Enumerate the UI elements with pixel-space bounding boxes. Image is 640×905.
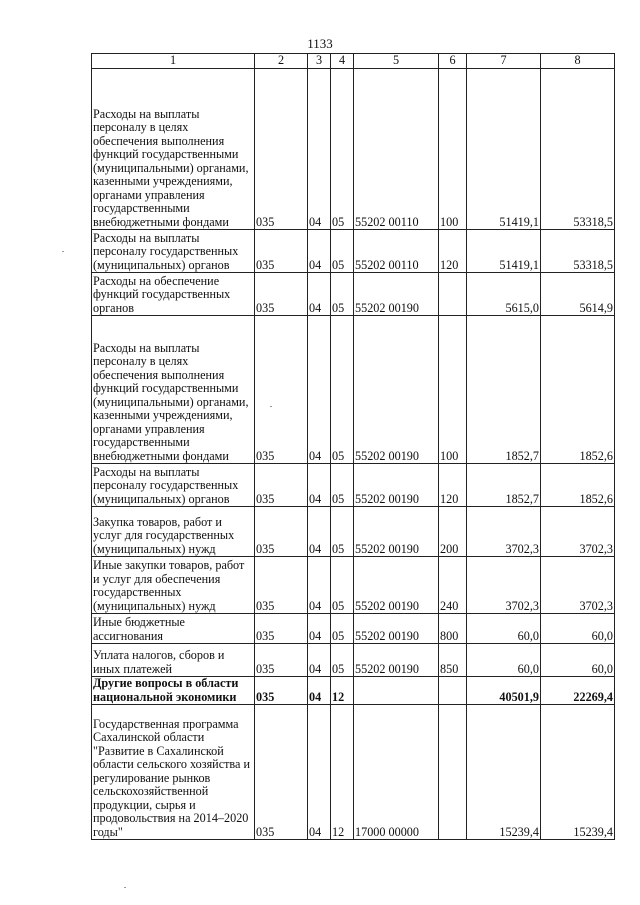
amount-year2-cell: 15239,4 — [541, 705, 615, 840]
expense-type-cell: 850 — [439, 644, 467, 677]
amount-year1-cell: 1852,7 — [467, 316, 541, 464]
table-row — [92, 705, 615, 840]
table-row — [92, 557, 615, 614]
chapter-code-cell: 04 — [308, 273, 331, 316]
column-header-5: 5 — [354, 54, 439, 69]
amount-year2-cell: 3702,3 — [541, 557, 615, 614]
section-code-cell: 035 — [255, 273, 308, 316]
section-code-cell: 035 — [255, 464, 308, 507]
table-row — [92, 507, 615, 557]
chapter-code-cell: 04 — [308, 557, 331, 614]
page-number: 1133 — [307, 36, 333, 51]
amount-year2-cell: 1852,6 — [541, 464, 615, 507]
target-article-cell: 55202 00110 — [354, 230, 439, 273]
subchapter-code-cell: 05 — [331, 614, 354, 644]
amount-year2-cell: 22269,4 — [541, 677, 615, 705]
scan-speck — [270, 406, 272, 407]
column-header-7: 7 — [467, 54, 541, 69]
row-name-cell: Другие вопросы в области национальной экономики — [92, 677, 255, 705]
subchapter-code-cell: 05 — [331, 644, 354, 677]
section-code-cell: 035 — [255, 507, 308, 557]
expense-type-cell — [439, 705, 467, 840]
amount-year2-cell: 53318,5 — [541, 230, 615, 273]
section-code-cell: 035 — [255, 677, 308, 705]
amount-year2-cell: 53318,5 — [541, 69, 615, 230]
column-header-3: 3 — [308, 54, 331, 69]
amount-year1-cell: 3702,3 — [467, 507, 541, 557]
amount-year2-cell: 60,0 — [541, 614, 615, 644]
column-header-8: 8 — [541, 54, 615, 69]
subchapter-code-cell: 05 — [331, 230, 354, 273]
expense-type-cell — [439, 273, 467, 316]
subchapter-code-cell: 05 — [331, 557, 354, 614]
target-article-cell: 55202 00190 — [354, 316, 439, 464]
expense-type-cell: 100 — [439, 69, 467, 230]
amount-year1-cell: 40501,9 — [467, 677, 541, 705]
row-name-cell: Уплата налогов, сборов и иных платежей — [92, 644, 255, 677]
column-header-4: 4 — [331, 54, 354, 69]
section-code-cell: 035 — [255, 644, 308, 677]
table-row — [92, 230, 615, 273]
table-row — [92, 273, 615, 316]
table-row — [92, 614, 615, 644]
expense-type-cell — [439, 677, 467, 705]
amount-year1-cell: 60,0 — [467, 644, 541, 677]
chapter-code-cell: 04 — [308, 677, 331, 705]
target-article-cell — [354, 677, 439, 705]
row-name-cell: Расходы на выплаты персоналу государственных (муниципальных) органов — [92, 464, 255, 507]
expense-type-cell: 100 — [439, 316, 467, 464]
budget-table — [91, 53, 615, 840]
column-number-header-row — [92, 54, 615, 69]
chapter-code-cell: 04 — [308, 464, 331, 507]
subchapter-code-cell: 05 — [331, 69, 354, 230]
chapter-code-cell: 04 — [308, 614, 331, 644]
chapter-code-cell: 04 — [308, 316, 331, 464]
target-article-cell: 55202 00190 — [354, 507, 439, 557]
subchapter-code-cell: 12 — [331, 705, 354, 840]
amount-year2-cell: 5614,9 — [541, 273, 615, 316]
target-article-cell: 55202 00110 — [354, 69, 439, 230]
expense-type-cell: 800 — [439, 614, 467, 644]
subchapter-code-cell: 05 — [331, 507, 354, 557]
amount-year1-cell: 15239,4 — [467, 705, 541, 840]
subchapter-code-cell: 05 — [331, 316, 354, 464]
scan-speck — [124, 887, 126, 888]
target-article-cell: 55202 00190 — [354, 614, 439, 644]
chapter-code-cell: 04 — [308, 230, 331, 273]
scan-speck — [62, 251, 64, 252]
column-header-2: 2 — [255, 54, 308, 69]
section-code-cell: 035 — [255, 316, 308, 464]
chapter-code-cell: 04 — [308, 705, 331, 840]
table-row — [92, 69, 615, 230]
row-name-cell: Закупка товаров, работ и услуг для государственных (муниципальных) нужд — [92, 507, 255, 557]
target-article-cell: 55202 00190 — [354, 273, 439, 316]
target-article-cell: 55202 00190 — [354, 464, 439, 507]
amount-year1-cell: 51419,1 — [467, 230, 541, 273]
row-name-cell: Расходы на обеспечение функций государственных органов — [92, 273, 255, 316]
chapter-code-cell: 04 — [308, 507, 331, 557]
row-name-cell: Иные закупки товаров, работ и услуг для обеспечения государственных (муниципальных) нужд — [92, 557, 255, 614]
target-article-cell: 55202 00190 — [354, 557, 439, 614]
row-name-cell: Расходы на выплаты персоналу государственных (муниципальных) органов — [92, 230, 255, 273]
expense-type-cell: 200 — [439, 507, 467, 557]
target-article-cell: 55202 00190 — [354, 644, 439, 677]
table-row — [92, 677, 615, 705]
row-name-cell: Расходы на выплаты персоналу в целях обеспечения выполнения функций государственными (муниципальными) органами, казенными учреждениями, органами управления государственными внебюджетными фондами — [92, 69, 255, 230]
section-code-cell: 035 — [255, 705, 308, 840]
target-article-cell: 17000 00000 — [354, 705, 439, 840]
amount-year2-cell: 60,0 — [541, 644, 615, 677]
section-code-cell: 035 — [255, 614, 308, 644]
section-code-cell: 035 — [255, 69, 308, 230]
chapter-code-cell: 04 — [308, 644, 331, 677]
row-name-cell: Иные бюджетные ассигнования — [92, 614, 255, 644]
amount-year1-cell: 51419,1 — [467, 69, 541, 230]
table-row — [92, 644, 615, 677]
section-code-cell: 035 — [255, 557, 308, 614]
row-name-cell: Расходы на выплаты персоналу в целях обеспечения выполнения функций государственными (муниципальными) органами, казенными учреждениями, органами управления государственными внебюджетными фондами — [92, 316, 255, 464]
amount-year1-cell: 3702,3 — [467, 557, 541, 614]
column-header-6: 6 — [439, 54, 467, 69]
amount-year1-cell: 60,0 — [467, 614, 541, 644]
column-header-1: 1 — [92, 54, 255, 69]
subchapter-code-cell: 05 — [331, 273, 354, 316]
amount-year1-cell: 1852,7 — [467, 464, 541, 507]
table-body — [92, 69, 615, 840]
chapter-code-cell: 04 — [308, 69, 331, 230]
row-name-cell: Государственная программа Сахалинской области "Развитие в Сахалинской области сельского хозяйства и регулирование рынков сельскохозяйственной продукции, сырья и продовольствия на 2014–2020 годы" — [92, 705, 255, 840]
expense-type-cell: 120 — [439, 230, 467, 273]
amount-year2-cell: 1852,6 — [541, 316, 615, 464]
table-row — [92, 464, 615, 507]
expense-type-cell: 240 — [439, 557, 467, 614]
expense-type-cell: 120 — [439, 464, 467, 507]
amount-year2-cell: 3702,3 — [541, 507, 615, 557]
subchapter-code-cell: 05 — [331, 464, 354, 507]
table-row — [92, 316, 615, 464]
section-code-cell: 035 — [255, 230, 308, 273]
amount-year1-cell: 5615,0 — [467, 273, 541, 316]
subchapter-code-cell: 12 — [331, 677, 354, 705]
